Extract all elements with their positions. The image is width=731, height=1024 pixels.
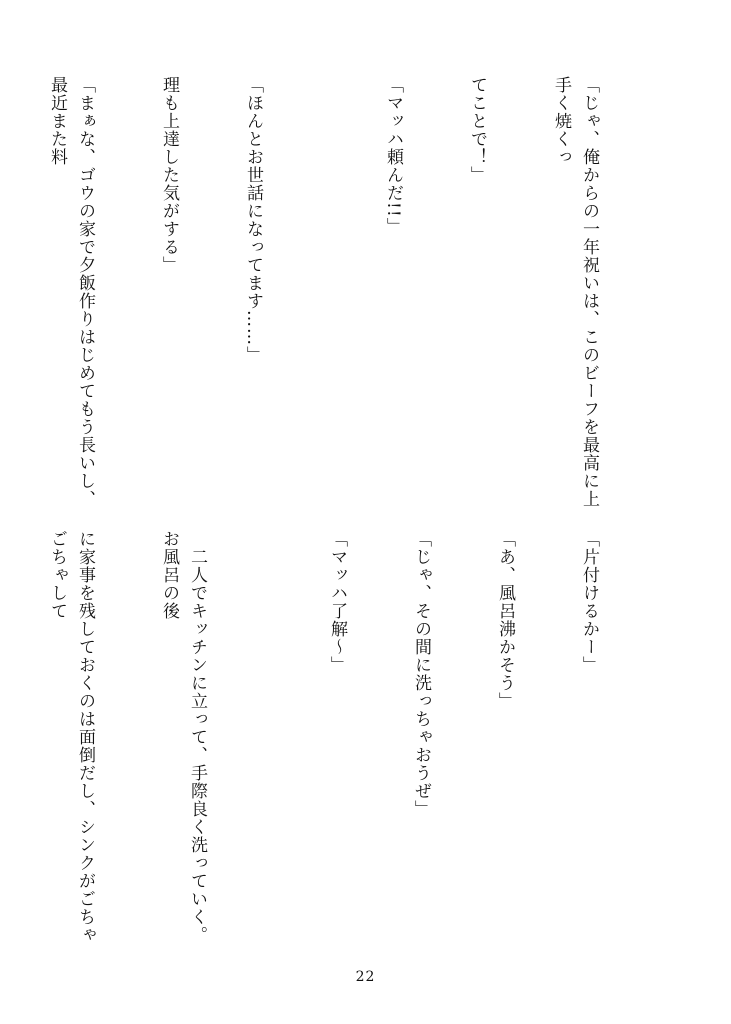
text-line: 理も上達した気がする」 bbox=[159, 76, 179, 274]
text-line: 二人でキッチンに立って、手際良く洗っていく。お風呂の後 bbox=[159, 530, 207, 944]
text-line: 「あ、風呂沸かそう」 bbox=[495, 530, 515, 710]
text-line: 「マッハ了解～」 bbox=[327, 530, 347, 674]
top-text-block bbox=[47, 76, 659, 516]
text-line: 「マッハ頼んだ!!」 bbox=[383, 76, 403, 236]
text-line: 「片付けるかー」 bbox=[579, 530, 599, 674]
text-line: 「ほんとお世話になってます……」 bbox=[243, 76, 263, 364]
text-line: 「まぁな、ゴウの家で夕飯作りはじめてもう長いし、最近また料 bbox=[47, 76, 95, 508]
text-line: 「じゃ、俺からの一年祝いは、このビーフを最高に上手く焼くっ bbox=[551, 76, 599, 508]
text-line: に家事を残しておくのは面倒だし、シンクがごちゃごちゃして bbox=[47, 530, 95, 944]
bottom-text-block bbox=[47, 530, 659, 960]
text-line: 「じゃ、その間に洗っちゃおうぜ」 bbox=[411, 530, 431, 818]
text-line: てことで！」 bbox=[467, 76, 487, 184]
page-number: 22 bbox=[355, 969, 376, 985]
